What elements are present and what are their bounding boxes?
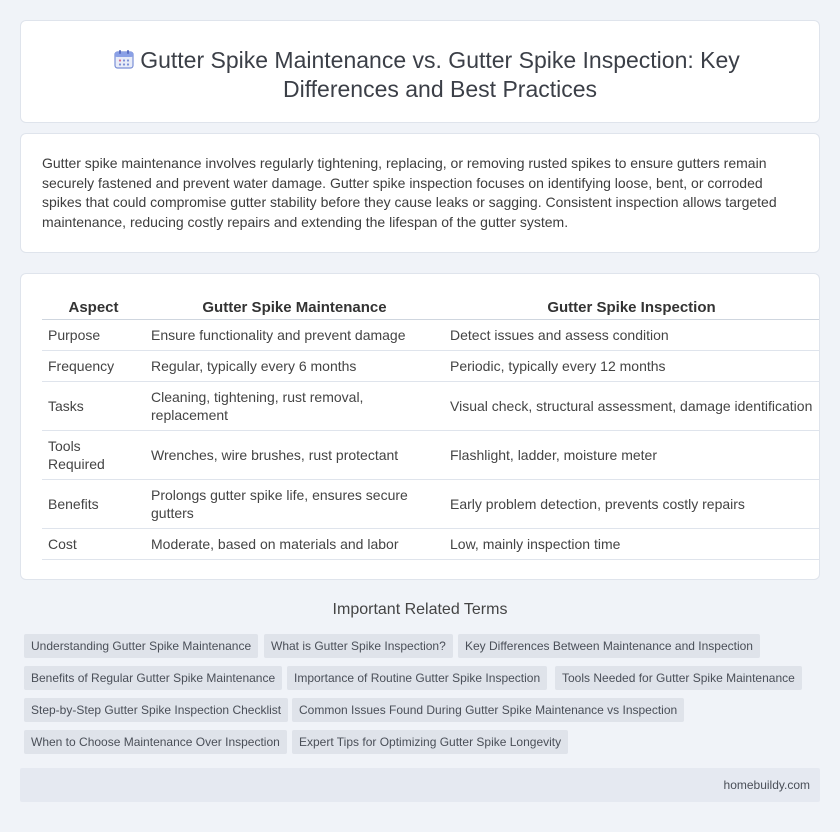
row-maintenance: Prolongs gutter spike life, ensures secure gutters <box>145 480 444 529</box>
row-aspect: Frequency <box>42 351 145 382</box>
related-term-tag[interactable]: Expert Tips for Optimizing Gutter Spike Longevity <box>292 730 568 754</box>
related-term-tag[interactable]: Understanding Gutter Spike Maintenance <box>24 634 258 658</box>
header-inspection: Gutter Spike Inspection <box>444 296 819 320</box>
related-term-tag[interactable]: When to Choose Maintenance Over Inspection <box>24 730 287 754</box>
related-terms-heading: Important Related Terms <box>332 601 508 618</box>
footer-site-link[interactable]: homebuildy.com <box>723 778 810 792</box>
table-row <box>42 529 819 560</box>
row-inspection: Flashlight, ladder, moisture meter <box>444 431 819 480</box>
comparison-card <box>20 273 820 580</box>
row-aspect: Tools Required <box>42 431 145 480</box>
row-inspection: Low, mainly inspection time <box>444 529 819 560</box>
related-term-tag[interactable]: What is Gutter Spike Inspection? <box>264 634 453 658</box>
row-maintenance: Wrenches, wire brushes, rust protectant <box>145 431 444 480</box>
header-maintenance: Gutter Spike Maintenance <box>145 296 444 320</box>
table-row <box>42 320 819 351</box>
row-maintenance: Regular, typically every 6 months <box>145 351 444 382</box>
row-aspect: Tasks <box>42 382 145 431</box>
row-aspect: Purpose <box>42 320 145 351</box>
row-inspection: Periodic, typically every 12 months <box>444 351 819 382</box>
row-aspect: Benefits <box>42 480 145 529</box>
table-row <box>42 351 819 382</box>
row-maintenance: Ensure functionality and prevent damage <box>145 320 444 351</box>
footer <box>20 768 820 802</box>
row-inspection: Detect issues and assess condition <box>444 320 819 351</box>
related-term-tag[interactable]: Common Issues Found During Gutter Spike Maintenance vs Inspection <box>292 698 684 722</box>
related-term-tag[interactable]: Step-by-Step Gutter Spike Inspection Checklist <box>24 698 288 722</box>
intro-paragraph: Gutter spike maintenance involves regularly tightening, replacing, or removing rusted spikes to ensure gutters remain securely fastened and prevent water damage. Gutter spike inspection focuses on identifying loose, bent, or corroded spikes that could compromise gutter stability before they cause leaks or sagging. Consistent inspection allows targeted maintenance, reducing costly repairs and extending the lifespan of the gutter system. <box>42 155 777 230</box>
page-title: Gutter Spike Maintenance vs. Gutter Spike Inspection: Key Differences and Best Practices <box>140 47 740 102</box>
related-term-tag[interactable]: Benefits of Regular Gutter Spike Maintenance <box>24 666 282 690</box>
table-header-row <box>42 296 819 320</box>
related-term-tag[interactable]: Key Differences Between Maintenance and Inspection <box>458 634 760 658</box>
title-card <box>20 20 820 123</box>
row-maintenance: Cleaning, tightening, rust removal, replacement <box>145 382 444 431</box>
table-row <box>42 431 819 480</box>
table-row <box>42 480 819 529</box>
row-inspection: Early problem detection, prevents costly repairs <box>444 480 819 529</box>
comparison-table <box>42 296 819 560</box>
related-term-tag[interactable]: Tools Needed for Gutter Spike Maintenance <box>555 666 802 690</box>
header-aspect: Aspect <box>42 296 145 320</box>
row-maintenance: Moderate, based on materials and labor <box>145 529 444 560</box>
row-inspection: Visual check, structural assessment, damage identification <box>444 382 819 431</box>
table-row <box>42 382 819 431</box>
intro-card <box>20 133 820 253</box>
row-aspect: Cost <box>42 529 145 560</box>
related-term-tag[interactable]: Importance of Routine Gutter Spike Inspection <box>287 666 547 690</box>
